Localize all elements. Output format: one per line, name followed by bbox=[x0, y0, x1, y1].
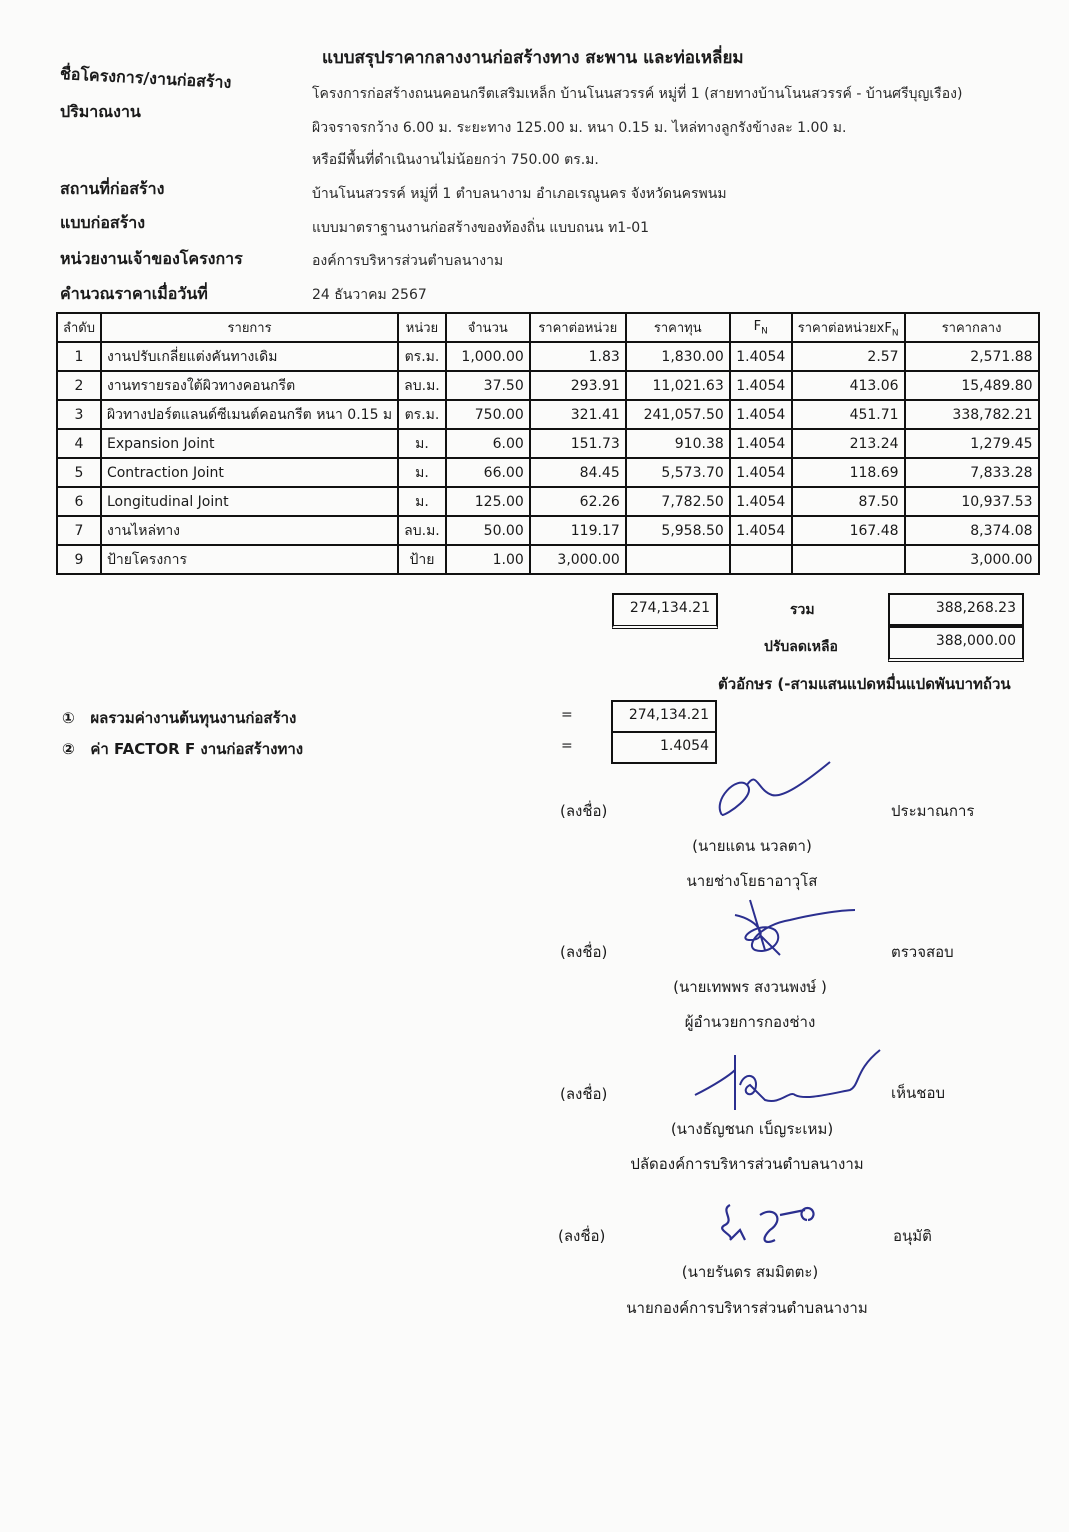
price-table bbox=[56, 312, 1040, 575]
summary-value-2: 1.4054 bbox=[611, 731, 717, 764]
cell-cost: 5,573.70 bbox=[626, 458, 730, 487]
header-item: รายการ bbox=[101, 313, 398, 342]
cell-item: งานทรายรองใต้ผิวทางคอนกรีต bbox=[101, 371, 398, 400]
cell-fn: 1.4054 bbox=[730, 342, 792, 371]
sign-role-2: ตรวจสอบ bbox=[891, 943, 954, 961]
cell-unit-price: 293.91 bbox=[530, 371, 626, 400]
cell-no: 5 bbox=[57, 458, 101, 487]
sign-prefix-2: (ลงชื่อ) bbox=[560, 943, 608, 961]
field-label-date: คำนวณราคาเมื่อวันที่ bbox=[60, 284, 208, 303]
field-value-location: บ้านโนนสวรรค์ หมู่ที่ 1 ตำบลนางาม อำเภอเรณูนคร จังหวัดนครพนม bbox=[312, 186, 727, 202]
cell-unit: ป้าย bbox=[398, 545, 446, 574]
document-title: แบบสรุปราคากลางงานก่อสร้างทาง สะพาน และท่อเหลี่ยม bbox=[322, 48, 744, 68]
cell-unit-price-fn: 213.24 bbox=[792, 429, 905, 458]
signature-2-icon bbox=[730, 900, 860, 960]
cell-item: งานไหล่ทาง bbox=[101, 516, 398, 545]
sign-prefix-4: (ลงชื่อ) bbox=[558, 1227, 606, 1245]
field-label-location: สถานที่ก่อสร้าง bbox=[60, 179, 165, 198]
rounded-label: ปรับลดเหลือ bbox=[764, 639, 838, 655]
rounded-value-box: 388,000.00 bbox=[888, 626, 1024, 662]
cell-median-price: 7,833.28 bbox=[905, 458, 1039, 487]
cell-cost: 11,021.63 bbox=[626, 371, 730, 400]
signature-4-icon bbox=[715, 1200, 825, 1250]
sign-prefix-1: (ลงชื่อ) bbox=[560, 802, 608, 820]
cell-unit: ม. bbox=[398, 429, 446, 458]
field-label-design: แบบก่อสร้าง bbox=[60, 213, 146, 232]
summary-line-1 bbox=[62, 706, 296, 730]
cell-unit-price-fn bbox=[792, 545, 905, 574]
summary-value-1: 274,134.21 bbox=[611, 700, 717, 733]
circled-2-icon: ② bbox=[62, 740, 75, 758]
amount-in-words: ตัวอักษร (-สามแสนแปดหมื่นแปดพันบาทถ้วน bbox=[718, 675, 1011, 693]
cell-unit-price-fn: 2.57 bbox=[792, 342, 905, 371]
table-row bbox=[57, 342, 1039, 371]
signature-3-icon bbox=[695, 1045, 885, 1115]
field-label-quantity: ปริมาณงาน bbox=[60, 102, 141, 121]
cell-qty: 37.50 bbox=[446, 371, 530, 400]
cell-unit: ม. bbox=[398, 487, 446, 516]
sign-role-1: ประมาณการ bbox=[891, 802, 975, 820]
cell-fn: 1.4054 bbox=[730, 429, 792, 458]
cell-median-price: 8,374.08 bbox=[905, 516, 1039, 545]
cell-median-price: 338,782.21 bbox=[905, 400, 1039, 429]
sign-prefix-3: (ลงชื่อ) bbox=[560, 1085, 608, 1103]
cell-median-price: 2,571.88 bbox=[905, 342, 1039, 371]
signer-position-4: นายกองค์การบริหารส่วนตำบลนางาม bbox=[626, 1299, 868, 1317]
signer-name-1: (นายแดน นวลตา) bbox=[692, 837, 812, 855]
header-unit: หน่วย bbox=[398, 313, 446, 342]
summary-eq-2: = bbox=[561, 738, 573, 754]
cell-qty: 1,000.00 bbox=[446, 342, 530, 371]
summary-line-2 bbox=[62, 737, 303, 761]
cell-unit-price: 84.45 bbox=[530, 458, 626, 487]
cell-qty: 50.00 bbox=[446, 516, 530, 545]
table-row bbox=[57, 516, 1039, 545]
header-unit-price-fn: ราคาต่อหน่วย$xF_N$ bbox=[792, 313, 905, 342]
field-value-quantity: ผิวจราจรกว้าง 6.00 ม. ระยะทาง 125.00 ม. หนา 0.15 ม. ไหล่ทางลูกรังข้างละ 1.00 ม. bbox=[312, 120, 847, 136]
total-cost-box: 274,134.21 bbox=[612, 593, 718, 629]
summary-label-1: ผลรวมค่างานต้นทุนงานก่อสร้าง bbox=[90, 709, 297, 727]
signer-position-2: ผู้อำนวยการกองช่าง bbox=[684, 1013, 816, 1031]
cell-no: 6 bbox=[57, 487, 101, 516]
cell-cost: 5,958.50 bbox=[626, 516, 730, 545]
cell-unit: ลบ.ม. bbox=[398, 516, 446, 545]
cell-unit: ตร.ม. bbox=[398, 400, 446, 429]
cell-median-price: 15,489.80 bbox=[905, 371, 1039, 400]
header-fn: $F_N$ bbox=[730, 313, 792, 342]
cell-unit: ลบ.ม. bbox=[398, 371, 446, 400]
cell-unit-price-fn: 413.06 bbox=[792, 371, 905, 400]
cell-qty: 750.00 bbox=[446, 400, 530, 429]
cell-item: Contraction Joint bbox=[101, 458, 398, 487]
cell-no: 1 bbox=[57, 342, 101, 371]
cell-cost bbox=[626, 545, 730, 574]
cell-fn: 1.4054 bbox=[730, 487, 792, 516]
cell-unit-price-fn: 451.71 bbox=[792, 400, 905, 429]
cell-item: Longitudinal Joint bbox=[101, 487, 398, 516]
signer-name-2: (นายเทพพร สงวนพงษ์ ) bbox=[673, 978, 827, 996]
table-row bbox=[57, 545, 1039, 574]
signer-name-4: (นายรันดร สมมิตตะ) bbox=[681, 1263, 819, 1281]
signer-position-1: นายช่างโยธาอาวุโส bbox=[686, 872, 818, 890]
header-cost: ราคาทุน bbox=[626, 313, 730, 342]
cell-fn: 1.4054 bbox=[730, 458, 792, 487]
field-value-owner: องค์การบริหารส่วนตำบลนางาม bbox=[312, 253, 504, 269]
cell-unit: ตร.ม. bbox=[398, 342, 446, 371]
cell-unit-price: 321.41 bbox=[530, 400, 626, 429]
field-value-quantity-area: หรือมีพื้นที่ดำเนินงานไม่น้อยกว่า 750.00 ตร.ม. bbox=[312, 152, 599, 168]
circled-1-icon: ① bbox=[62, 709, 75, 727]
cell-no: 3 bbox=[57, 400, 101, 429]
sign-role-3: เห็นชอบ bbox=[891, 1084, 945, 1102]
table-row bbox=[57, 400, 1039, 429]
table-row bbox=[57, 429, 1039, 458]
cell-median-price: 3,000.00 bbox=[905, 545, 1039, 574]
cell-median-price: 10,937.53 bbox=[905, 487, 1039, 516]
field-label-owner: หน่วยงานเจ้าของโครงการ bbox=[60, 249, 243, 268]
cell-qty: 1.00 bbox=[446, 545, 530, 574]
cell-unit-price-fn: 167.48 bbox=[792, 516, 905, 545]
cell-unit: ม. bbox=[398, 458, 446, 487]
field-value-date: 24 ธันวาคม 2567 bbox=[312, 287, 427, 303]
total-label: รวม bbox=[790, 602, 815, 618]
cell-item: ผิวทางปอร์ตแลนด์ซีเมนต์คอนกรีต หนา 0.15 ม bbox=[101, 400, 398, 429]
cell-fn: 1.4054 bbox=[730, 516, 792, 545]
cell-fn: 1.4054 bbox=[730, 400, 792, 429]
cell-unit-price-fn: 87.50 bbox=[792, 487, 905, 516]
cell-cost: 241,057.50 bbox=[626, 400, 730, 429]
header-no: ลำดับ bbox=[57, 313, 101, 342]
summary-label-2: ค่า FACTOR F งานก่อสร้างทาง bbox=[90, 740, 304, 758]
cell-fn bbox=[730, 545, 792, 574]
sign-role-4: อนุมัติ bbox=[893, 1227, 932, 1245]
cell-cost: 7,782.50 bbox=[626, 487, 730, 516]
cell-unit-price: 119.17 bbox=[530, 516, 626, 545]
cell-cost: 1,830.00 bbox=[626, 342, 730, 371]
cell-cost: 910.38 bbox=[626, 429, 730, 458]
total-median-box: 388,268.23 bbox=[888, 593, 1024, 626]
cell-median-price: 1,279.45 bbox=[905, 429, 1039, 458]
cell-fn: 1.4054 bbox=[730, 371, 792, 400]
cell-unit-price: 1.83 bbox=[530, 342, 626, 371]
table-row bbox=[57, 458, 1039, 487]
cell-qty: 6.00 bbox=[446, 429, 530, 458]
field-value-design: แบบมาตราฐานงานก่อสร้างของท้องถิ่น แบบถนน ท1-01 bbox=[312, 220, 650, 236]
signer-name-3: (นางธัญชนก เบ็ญระเหม) bbox=[670, 1120, 834, 1138]
table-header-row bbox=[57, 313, 1039, 342]
cell-qty: 125.00 bbox=[446, 487, 530, 516]
table-row bbox=[57, 487, 1039, 516]
table-row bbox=[57, 371, 1039, 400]
cell-item: ป้ายโครงการ bbox=[101, 545, 398, 574]
cell-unit-price: 62.26 bbox=[530, 487, 626, 516]
header-qty: จำนวน bbox=[446, 313, 530, 342]
cell-unit-price: 151.73 bbox=[530, 429, 626, 458]
cell-no: 4 bbox=[57, 429, 101, 458]
cell-item: งานปรับเกลี่ยแต่งคันทางเดิม bbox=[101, 342, 398, 371]
header-unit-price: ราคาต่อหน่วย bbox=[530, 313, 626, 342]
cell-no: 2 bbox=[57, 371, 101, 400]
cell-unit-price-fn: 118.69 bbox=[792, 458, 905, 487]
header-median-price: ราคากลาง bbox=[905, 313, 1039, 342]
signer-position-3: ปลัดองค์การบริหารส่วนตำบลนางาม bbox=[630, 1155, 864, 1173]
cell-no: 9 bbox=[57, 545, 101, 574]
summary-eq-1: = bbox=[561, 707, 573, 723]
cell-qty: 66.00 bbox=[446, 458, 530, 487]
field-value-project: โครงการก่อสร้างถนนคอนกรีตเสริมเหล็ก บ้านโนนสวรรค์ หมู่ที่ 1 (สายทางบ้านโนนสวรรค์ - บ้านศรีบุญเรือง) bbox=[312, 86, 963, 102]
signature-1-icon bbox=[712, 760, 832, 820]
cell-unit-price: 3,000.00 bbox=[530, 545, 626, 574]
cell-item: Expansion Joint bbox=[101, 429, 398, 458]
field-label-project: ชื่อโครงการ/งานก่อสร้าง bbox=[59, 64, 232, 92]
cell-no: 7 bbox=[57, 516, 101, 545]
